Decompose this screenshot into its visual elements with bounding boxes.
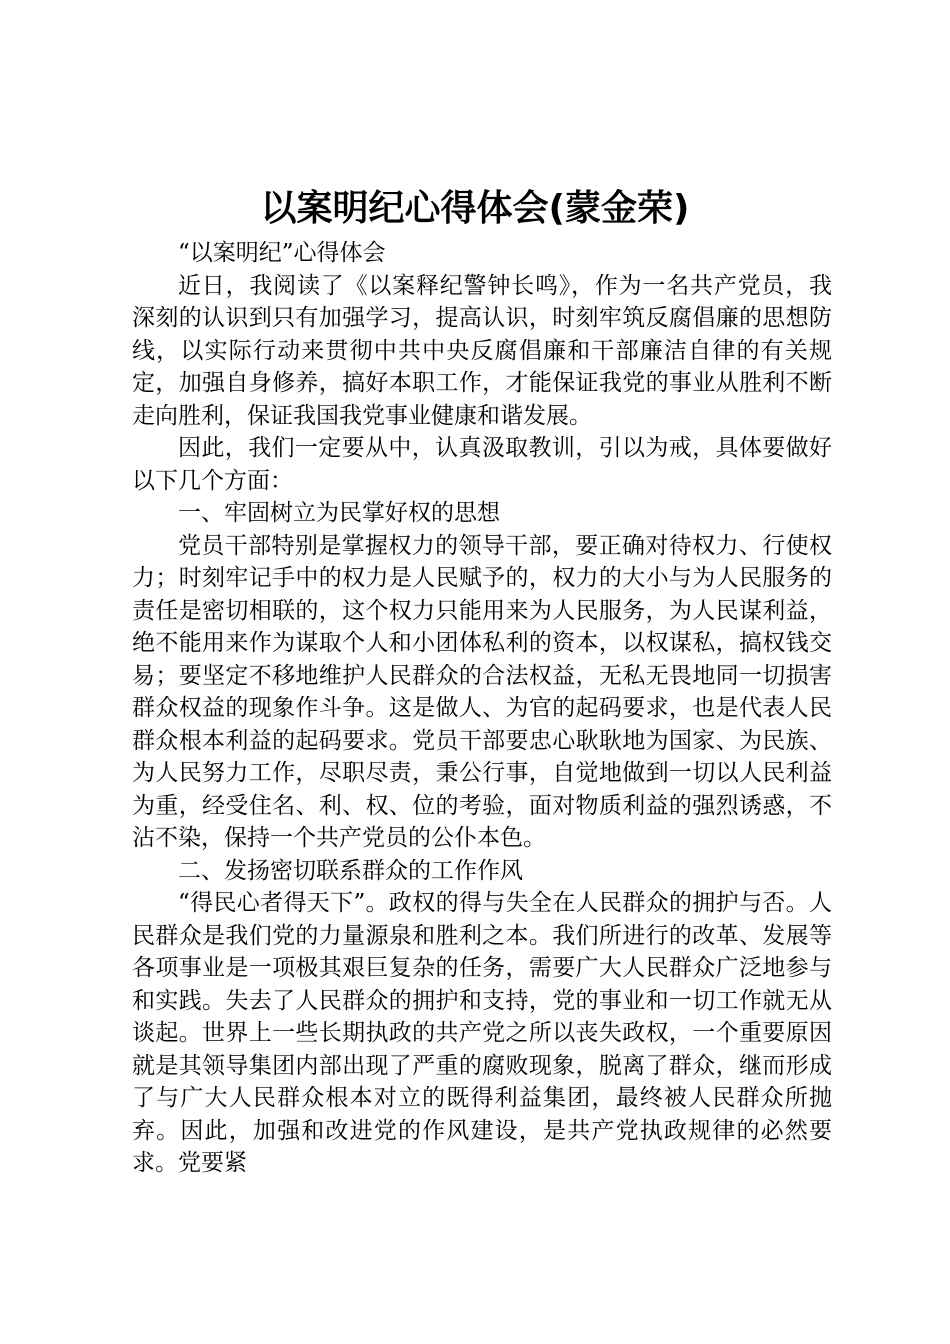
paragraph: “得民心者得天下”。政权的得与失全在人民群众的拥护与否。人民群众是我们党的力量源泉和胜利之本。我们所进行的改革、发展等各项事业是一项极其艰巨复杂的任务，需要广大人民群众广泛地参与和实践。失去了人民群众的拥护和支持，党的事业和一切工作就无从谈起。世界上一些长期执政的共产党之所以丧失政权，一个重要原因就是其领导集团内部出现了严重的腐败现象，脱离了群众，继而形成了与广大人民群众根本对立的既得利益集团，最终被人民群众所抛弃。因此，加强和改进党的作风建设，是共产党执政规律的必然要求。党要紧 [132,890,832,1176]
section-heading: 二、发扬密切联系群众的工作作风 [178,857,523,884]
paragraph: 因此，我们一定要从中，认真汲取教训，引以为戒，具体要做好以下几个方面： [132,435,832,494]
section-heading: 一、牢固树立为民掌好权的思想 [178,500,500,526]
document-body [132,237,832,1180]
paragraph: 近日，我阅读了《以案释纪警钟长鸣》，作为一名共产党员，我深刻的认识到只有加强学习，提高认识，时刻牢筑反腐倡廉的思想防线，以实际行动来贯彻中共中央反腐倡廉和干部廉洁自律的有关规定，加强自身修养，搞好本职工作，才能保证我党的事业从胜利不断走向胜利，保证我国我党事业健康和谐发展。 [132,272,832,429]
paragraph-subtitle: “以案明纪”心得体会 [178,240,386,266]
document-title: 以案明纪心得体会(蒙金荣) [260,188,690,229]
paragraph: 党员干部特别是掌握权力的领导干部，要正确对待权力、行使权力；时刻牢记手中的权力是人民赋予的，权力的大小与为人民服务的责任是密切相联的，这个权力只能用来为人民服务，为人民谋利益，绝不能用来作为谋取个人和小团体私利的资本，以权谋私，搞权钱交易；要坚定不移地维护人民群众的合法权益，无私无畏地同一切损害群众权益的现象作斗争。这是做人、为官的起码要求，也是代表人民群众根本利益的起码要求。党员干部要忠心耿耿地为国家、为民族、为人民努力工作，尽职尽责，秉公行事，自觉地做到一切以人民利益为重，经受住名、利、权、位的考验，面对物质利益的强烈诱惑，不沾不染，保持一个共产党员的公仆本色。 [132,532,832,851]
